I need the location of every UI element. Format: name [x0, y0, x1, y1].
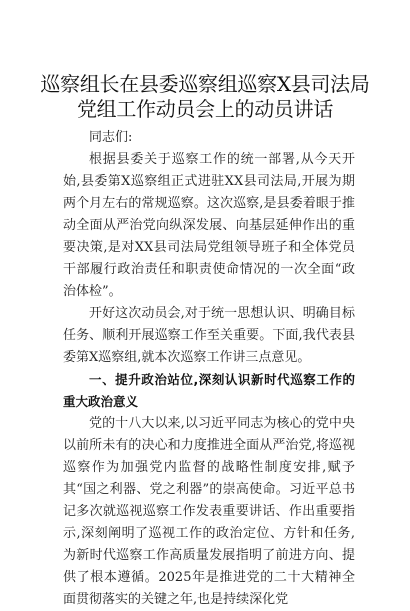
paragraph-intro: 根据县委关于巡察工作的统一部署,从今天开始,县委第Ⅹ巡察组正式进驻XX县司法局,开展为期两个月左右的常规巡察。这次巡察,是县委着眼于推动全面从严治党向纵深发展、向基层延伸作出的重要决策,是对XX县司法局党组领导班子和全体党员干部履行政治责任和职责使命情况的一次全面“政治体检”。 [63, 152, 355, 299]
salutation: 同志们: [89, 130, 133, 145]
document-body [63, 127, 355, 611]
paragraph-section-one: 党的十八大以来,以习近平同志为核心的党中央以前所未有的决心和力度推进全面从严治党,将巡视巡察作为加强党内监督的战略性制度安排,赋予其“国之利器、党之利器”的崇高使命。习近平总书记多次就巡视巡察工作发表重要讲话、作出重要指示,深刻阐明了巡视工作的政治定位、方针和任务,为新时代巡察工作高质量发展指明了前进方向、提供了根本遵循。2025年是推进党的二十大精神全面贯彻落实的关键之年,也是持续深化党 [63, 416, 355, 607]
document-title: 巡察组长在县委巡察组巡察Ⅹ县司法局党组工作动员会上的动员讲话 [40, 72, 370, 121]
section-heading: 一、提升政治站位,深刻认识新时代巡察工作的重大政治意义 [63, 372, 355, 409]
paragraph-mobilization: 开好这次动员会,对于统一思想认识、明确目标任务、顺利开展巡察工作至关重要。下面,我代表县委第Ⅹ巡察组,就本次巡察工作讲三点意见。 [63, 306, 355, 365]
